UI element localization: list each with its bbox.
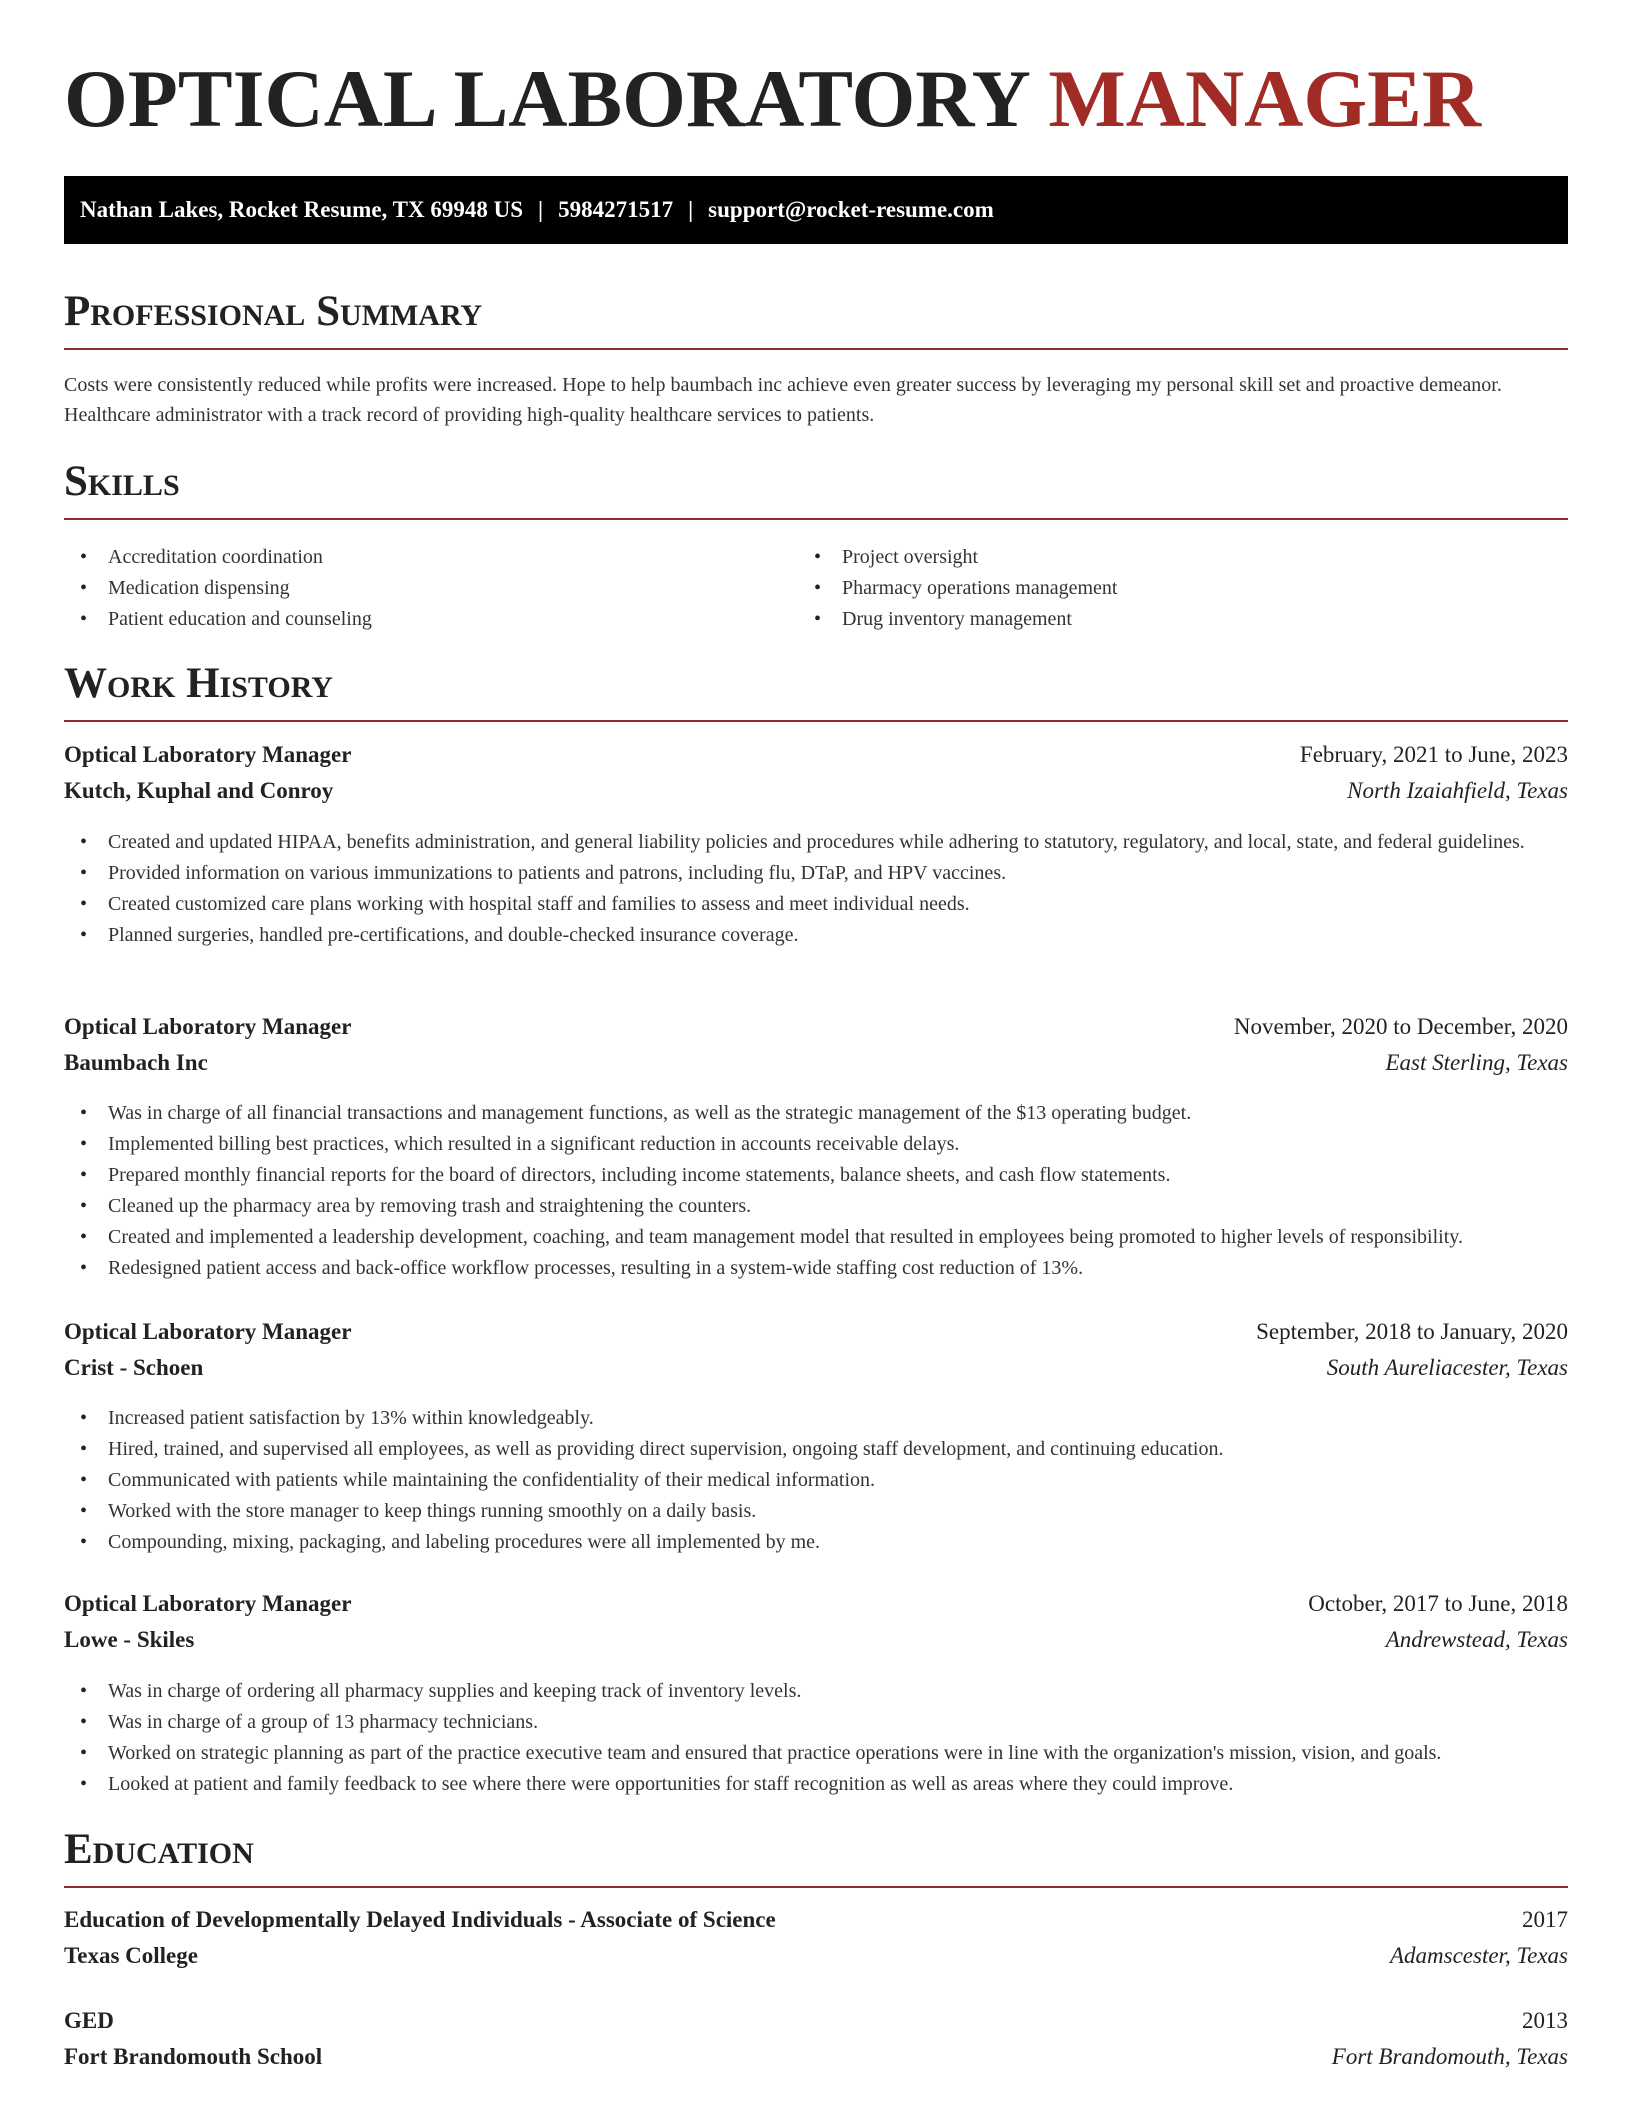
job-dates: September, 2018 to January, 2020 <box>1256 1319 1568 1344</box>
job-dates: November, 2020 to December, 2020 <box>1233 1014 1568 1039</box>
education-school-row <box>64 2039 1568 2075</box>
job-bullet: • Created customized care plans working with hospital staff and families to assess and meet individual needs. <box>64 889 1568 920</box>
education-school-row <box>64 1938 1568 1974</box>
job-title: Optical Laboratory Manager <box>64 742 352 767</box>
job-bullet: • Prepared monthly financial reports for the board of directors, including income statements, balance sheets, and cash flow statements. <box>64 1160 1568 1191</box>
education-year: 2013 <box>1522 2008 1568 2033</box>
education-year: 2017 <box>1522 1907 1568 1932</box>
job-bullet: • Created and implemented a leadership development, coaching, and team management model that resulted in employees being promoted to higher levels of responsibility. <box>64 1222 1568 1253</box>
education-location: Adamscester, Texas <box>1389 1943 1568 1968</box>
job-bullet: • Communicated with patients while maintaining the confidentiality of their medical information. <box>64 1465 1568 1496</box>
job-bullet: • Was in charge of a group of 13 pharmacy technicians. <box>64 1707 1568 1738</box>
skill-item: • Patient education and counseling <box>64 604 372 635</box>
job-title-row <box>64 737 1568 773</box>
job-bullet: • Increased patient satisfaction by 13% within knowledgeably. <box>64 1403 1568 1434</box>
job-bullet: • Implemented billing best practices, which resulted in a significant reduction in accounts receivable delays. <box>64 1129 1568 1160</box>
job-company: Crist - Schoen <box>64 1355 204 1380</box>
job-company-row <box>64 1045 1568 1081</box>
job-bullet: • Cleaned up the pharmacy area by removing trash and straightening the counters. <box>64 1191 1568 1222</box>
skills-divider <box>64 518 1568 520</box>
job-bullet: • Redesigned patient access and back-office workflow processes, resulting in a system-wide staffing cost reduction of 13%. <box>64 1253 1568 1284</box>
job-location: Andrewstead, Texas <box>1385 1627 1568 1652</box>
summary-divider <box>64 348 1568 350</box>
education-heading: Education <box>64 1826 254 1873</box>
job-bullets <box>64 1098 1568 1284</box>
job-location: South Aureliacester, Texas <box>1326 1355 1568 1380</box>
contact-phone: 5984271517 <box>558 197 674 222</box>
skill-item: • Medication dispensing <box>64 573 372 604</box>
education-degree: GED <box>64 2008 114 2033</box>
skill-item: • Drug inventory management <box>798 604 1117 635</box>
job-company: Kutch, Kuphal and Conroy <box>64 778 334 803</box>
education-location: Fort Brandomouth, Texas <box>1331 2044 1568 2069</box>
job-bullet: • Was in charge of all financial transactions and management functions, as well as the strategic management of the $13 operating budget. <box>64 1098 1568 1129</box>
job-bullet: • Worked with the store manager to keep things running smoothly on a daily basis. <box>64 1496 1568 1527</box>
job-bullet: • Was in charge of ordering all pharmacy supplies and keeping track of inventory levels. <box>64 1676 1568 1707</box>
job-bullet: • Created and updated HIPAA, benefits administration, and general liability policies and procedures while adhering to statutory, regulatory, and local, state, and federal guidelines. <box>64 827 1568 858</box>
contact-separator: | <box>538 197 544 222</box>
education-divider <box>64 1886 1568 1888</box>
job-company-row <box>64 773 1568 809</box>
job-dates: February, 2021 to June, 2023 <box>1299 742 1568 767</box>
job-bullet: • Worked on strategic planning as part of the practice executive team and ensured that practice operations were in line with the organization's mission, vision, and goals. <box>64 1738 1568 1769</box>
job-bullets <box>64 1676 1568 1800</box>
education-degree: Education of Developmentally Delayed Individuals - Associate of Science <box>64 1907 776 1932</box>
skill-item: • Pharmacy operations management <box>798 573 1117 604</box>
job-company-row <box>64 1622 1568 1658</box>
summary-heading: Professional Summary <box>64 288 483 335</box>
job-bullet: • Hired, trained, and supervised all employees, as well as providing direct supervision, ongoing staff development, and continuing education. <box>64 1434 1568 1465</box>
work-divider <box>64 720 1568 722</box>
summary-text: Costs were consistently reduced while profits were increased. Hope to help baumbach inc achieve even greater success by leveraging my personal skill set and proactive demeanor. Healthcare administrator with a track record of providing high-quality healthcare services to patients. <box>64 374 1502 426</box>
job-location: North Izaiahfield, Texas <box>1347 778 1568 803</box>
contact-separator: | <box>688 197 694 222</box>
education-degree-row <box>64 1902 1568 1938</box>
skills-heading: Skills <box>64 458 180 505</box>
job-bullets <box>64 827 1568 951</box>
job-dates: October, 2017 to June, 2018 <box>1308 1591 1568 1616</box>
job-title: Optical Laboratory Manager <box>64 1014 352 1039</box>
job-bullet: • Planned surgeries, handled pre-certifications, and double-checked insurance coverage. <box>64 920 1568 951</box>
title-main: OPTICAL LABORATORY <box>64 53 1028 144</box>
skills-list-right <box>798 542 1117 635</box>
education-school: Texas College <box>64 1943 198 1968</box>
job-title-row <box>64 1586 1568 1622</box>
education-degree-row <box>64 2003 1568 2039</box>
job-company: Baumbach Inc <box>64 1050 208 1075</box>
skills-list-left <box>64 542 372 635</box>
contact-bar <box>64 176 1568 244</box>
job-location: East Sterling, Texas <box>1385 1050 1568 1075</box>
work-heading: Work History <box>64 660 333 707</box>
job-bullet: • Provided information on various immunizations to patients and patrons, including flu, DTaP, and HPV vaccines. <box>64 858 1568 889</box>
job-company-row <box>64 1350 1568 1386</box>
job-title-row <box>64 1009 1568 1045</box>
job-bullet: • Looked at patient and family feedback to see where there were opportunities for staff recognition as well as areas where they could improve. <box>64 1769 1568 1800</box>
job-bullet: • Compounding, mixing, packaging, and labeling procedures were all implemented by me. <box>64 1527 1568 1558</box>
title-accent: MANAGER <box>1048 53 1482 144</box>
job-bullets <box>64 1403 1568 1558</box>
job-company: Lowe - Skiles <box>64 1627 195 1652</box>
skill-item: • Project oversight <box>798 542 1117 573</box>
resume-title <box>64 52 1481 146</box>
job-title: Optical Laboratory Manager <box>64 1319 352 1344</box>
job-title: Optical Laboratory Manager <box>64 1591 352 1616</box>
contact-address: Nathan Lakes, Rocket Resume, TX 69948 US <box>80 197 523 222</box>
job-title-row <box>64 1314 1568 1350</box>
contact-email: support@rocket-resume.com <box>708 197 994 222</box>
education-school: Fort Brandomouth School <box>64 2044 323 2069</box>
skill-item: • Accreditation coordination <box>64 542 372 573</box>
